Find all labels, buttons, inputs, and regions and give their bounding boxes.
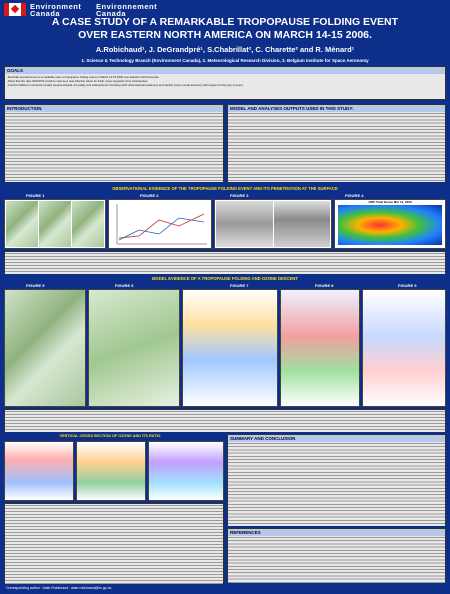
figure-4-title: CMU Total Ozone Mar 14, 2006 [368,200,412,204]
figure-2-image [108,199,212,249]
footer-contact: Corresponding author : Alain Robichaud : alain.robichaud@ec.gc.ca [6,586,112,590]
references-text-lines [228,536,445,583]
figure-4-image [334,199,446,249]
goal-item: -Describe and document a remarkable case of tropopause folding event on March 14-15 2006 over Eastern North America. [7,75,160,79]
goal-item: -Confront different numerical models (meteorological, air quality and stratospheric chemistry) with observational evidences and identify ozone model accuracy with respect to this type of event. [7,83,244,87]
models-text-lines [228,112,445,182]
references-panel [227,528,446,583]
introduction-title: INTRODUCTION [5,105,223,112]
goal-item: -Show that the ratio HNO3/O3 could be view as a new effective tracer for fresh ozone signature from stratosphere. [7,79,149,83]
figure-11-image [76,441,146,501]
figure-3-image [214,199,332,249]
figure-7-label: FIGURE 7 [230,283,249,288]
figure-2-label: FIGURE 2 [140,193,159,198]
figure-1-image [4,199,106,249]
goals-panel [4,66,446,100]
figure-3-label: FIGURE 3 [230,193,249,198]
introduction-panel [4,104,224,182]
figure-8-label: FIGURE 8 [315,283,334,288]
banner-model: MODEL EVIDENCE OF A TROPOPAUSE FOLDING AND OZONE DESCENT [152,276,298,281]
models-title: MODEL AND ANALYSES OUTPUTS USED IN THIS STUDY: [228,105,445,112]
summary-panel [227,434,446,526]
caption-cross-section [4,503,224,583]
figure-5-image [4,289,86,407]
banner-vertical-cross-section: VERTICAL CROSS SECTION OF OZONE AND ITS RATIO [59,434,161,438]
figure-9-label: FIGURE 9 [398,283,417,288]
figure-6-label: FIGURE 6 [115,283,134,288]
models-panel [227,104,446,182]
introduction-text-lines [5,112,223,182]
canada-flag-icon [4,3,26,16]
summary-text-lines [228,442,445,526]
banner-observational: OBSERVATIONAL EVIDENCE OF THE TROPOPAUSE FOLDING EVENT AND ITS PENETRATION AT THE SURFACE [112,186,338,191]
caption-figures-1-4 [4,251,446,273]
figure-12-image [148,441,224,501]
goals-title: GOALS [5,67,445,74]
figure-4-label: FIGURE 4 [345,193,364,198]
figure-5-label: FIGURE 5 [26,283,45,288]
figure-8-image [280,289,360,407]
figure-6-image [88,289,180,407]
figure-10-image [4,441,74,501]
caption-figures-5-9 [4,409,446,431]
figure-1-label: FIGURE 1 [26,193,45,198]
references-title: REFERENCES [228,529,445,536]
figure-9-image [362,289,446,407]
authors: A.Robichaud¹, J. DeGrandpré¹, S.Chabrillat², C. Charette² and R. Ménard¹ [95,45,355,54]
poster-title-line1: A CASE STUDY OF A REMARKABLE TROPOPAUSE FOLDING EVENT [51,16,399,28]
summary-title: SUMMARY AND CONCLUSION [228,435,445,442]
figure-7-image [182,289,278,407]
poster-title-line2: OVER EASTERN NORTH AMERICA ON MARCH 14-15 2006. [78,29,372,41]
ec-logo-en: Environment Canada [30,2,82,18]
affiliations: 1. Science & Technology Branch (Environment Canada), 2. Meteorological Research Division, 3. Belgium Institute for Space Aeronomy [81,58,369,63]
ec-logo-fr: Environnement Canada [96,2,158,18]
